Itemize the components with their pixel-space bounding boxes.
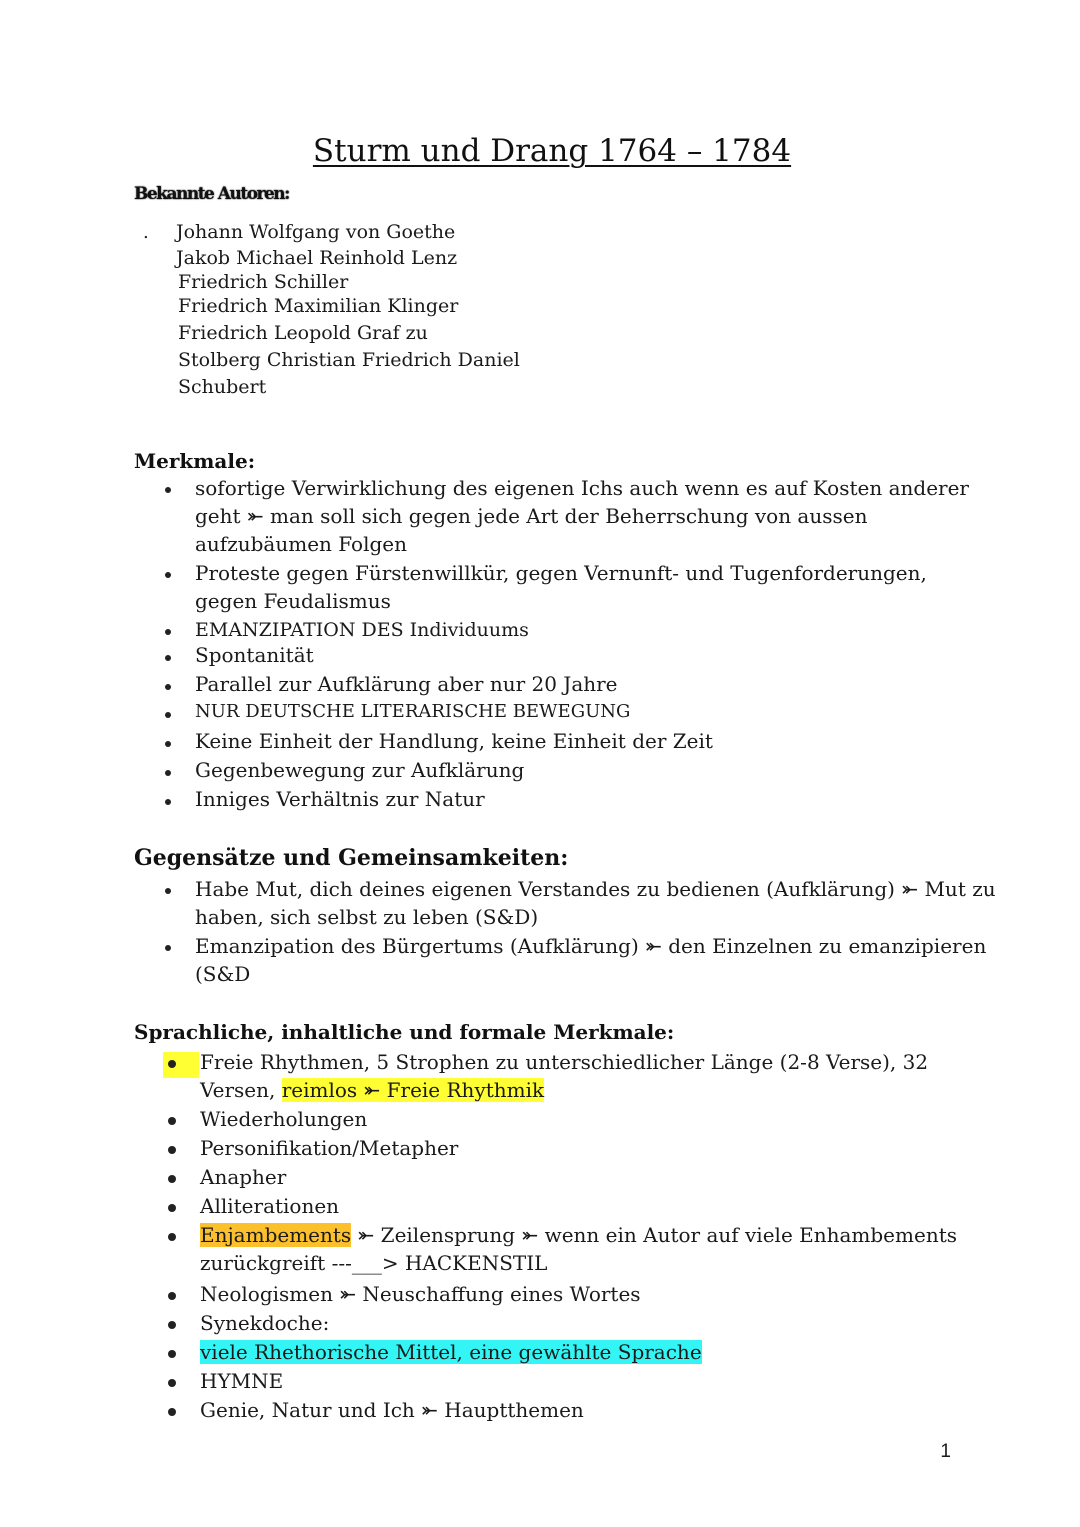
gegensaetze-heading: Gegensätze und Gemeinsamkeiten: <box>134 845 569 871</box>
bullet <box>165 684 171 690</box>
merkmale-item <box>195 474 969 558</box>
bullet <box>168 1292 176 1300</box>
line: Emanzipation des Bürgertums (Aufklärung) ⤜ den Einzelnen zu emanzipieren <box>195 934 987 958</box>
bullet <box>168 1146 176 1154</box>
author-item: Stolberg Christian Friedrich Daniel <box>178 349 520 371</box>
sprachliche-item: Personifikation/Metapher <box>200 1136 459 1160</box>
author-item: Johann Wolfgang von Goethe <box>176 221 456 243</box>
sprachliche-item: Synekdoche: <box>200 1311 330 1335</box>
line <box>200 1221 957 1249</box>
bullet <box>165 572 171 578</box>
sprachliche-item: Wiederholungen <box>200 1107 368 1131</box>
sprachliche-item <box>200 1048 928 1104</box>
author-item: Friedrich Schiller <box>178 271 349 293</box>
line: Proteste gegen Fürstenwillkür, gegen Vernunft- und Tugenforderungen, <box>195 561 927 585</box>
author-item: Friedrich Maximilian Klinger <box>178 295 459 317</box>
bullet <box>168 1060 176 1068</box>
bullet <box>165 945 171 951</box>
bullet <box>165 888 171 894</box>
text: ⤜ Zeilensprung ⤜ wenn ein Autor auf viele Enhambements <box>351 1223 958 1247</box>
bullet <box>165 629 171 635</box>
gegensaetze-item <box>195 875 996 931</box>
author-item: Friedrich Leopold Graf zu <box>178 322 428 344</box>
sprachliche-item <box>200 1221 957 1277</box>
authors-marker: . <box>143 222 149 243</box>
line: zurückgreift ---___> HACKENSTIL <box>200 1251 548 1275</box>
highlight-yellow: reimlos ⤜ Freie Rhythmik <box>281 1078 545 1102</box>
bullet <box>168 1408 176 1416</box>
merkmale-item: Keine Einheit der Handlung, keine Einheit der Zeit <box>195 729 713 753</box>
bullet <box>168 1117 176 1125</box>
bullet <box>168 1379 176 1387</box>
text: Versen, <box>200 1078 282 1102</box>
highlight-orange: Enjambements <box>200 1223 352 1247</box>
sprachliche-item: Genie, Natur und Ich ⤜ Hauptthemen <box>200 1398 584 1422</box>
line <box>200 1076 928 1104</box>
line: aufzubäumen Folgen <box>195 532 408 556</box>
bullet <box>165 799 171 805</box>
merkmale-item: EMANZIPATION DES Individuums <box>195 619 529 641</box>
merkmale-item <box>195 559 927 615</box>
merkmale-item: Spontanität <box>195 643 314 667</box>
bullet <box>165 487 171 493</box>
highlight-cyan: viele Rhethorische Mittel, eine gewählte Sprache <box>200 1340 702 1364</box>
bullet <box>168 1233 176 1241</box>
sprachliche-item: HYMNE <box>200 1369 284 1393</box>
bullet <box>168 1204 176 1212</box>
sprachliche-item: Anapher <box>200 1165 287 1189</box>
merkmale-item: NUR DEUTSCHE LITERARISCHE BEWEGUNG <box>195 701 631 722</box>
line: gegen Feudalismus <box>195 589 391 613</box>
bullet <box>165 712 171 718</box>
bullet <box>168 1350 176 1358</box>
merkmale-item: Gegenbewegung zur Aufklärung <box>195 758 525 782</box>
sprachliche-heading: Sprachliche, inhaltliche und formale Merkmale: <box>134 1020 675 1044</box>
line: (S&D <box>195 962 251 986</box>
line: haben, sich selbst zu leben (S&D) <box>195 905 539 929</box>
page-title: Sturm und Drang 1764 – 1784 <box>312 133 792 169</box>
bullet <box>168 1175 176 1183</box>
bullet <box>165 741 171 747</box>
line: geht ⤜ man soll sich gegen jede Art der Beherrschung von aussen <box>195 504 868 528</box>
merkmale-item: Inniges Verhältnis zur Natur <box>195 787 485 811</box>
authors-heading: Bekannte Autoren: <box>134 184 289 204</box>
bullet <box>165 770 171 776</box>
author-item: Jakob Michael Reinhold Lenz <box>176 247 458 269</box>
sprachliche-item: Alliterationen <box>200 1194 340 1218</box>
bullet <box>165 655 171 661</box>
line: sofortige Verwirklichung des eigenen Ichs auch wenn es auf Kosten anderer <box>195 476 969 500</box>
merkmale-item: Parallel zur Aufklärung aber nur 20 Jahre <box>195 672 618 696</box>
page-number: 1 <box>940 1441 951 1462</box>
bullet <box>168 1321 176 1329</box>
sprachliche-item <box>200 1338 702 1366</box>
line: Freie Rhythmen, 5 Strophen zu unterschiedlicher Länge (2-8 Verse), 32 <box>200 1050 929 1074</box>
gegensaetze-item <box>195 932 986 988</box>
author-item: Schubert <box>178 376 267 398</box>
line: Habe Mut, dich deines eigenen Verstandes zu bedienen (Aufklärung) ⤜ Mut zu <box>195 877 996 901</box>
merkmale-heading: Merkmale: <box>134 449 256 473</box>
sprachliche-item: Neologismen ⤜ Neuschaffung eines Wortes <box>200 1282 641 1306</box>
